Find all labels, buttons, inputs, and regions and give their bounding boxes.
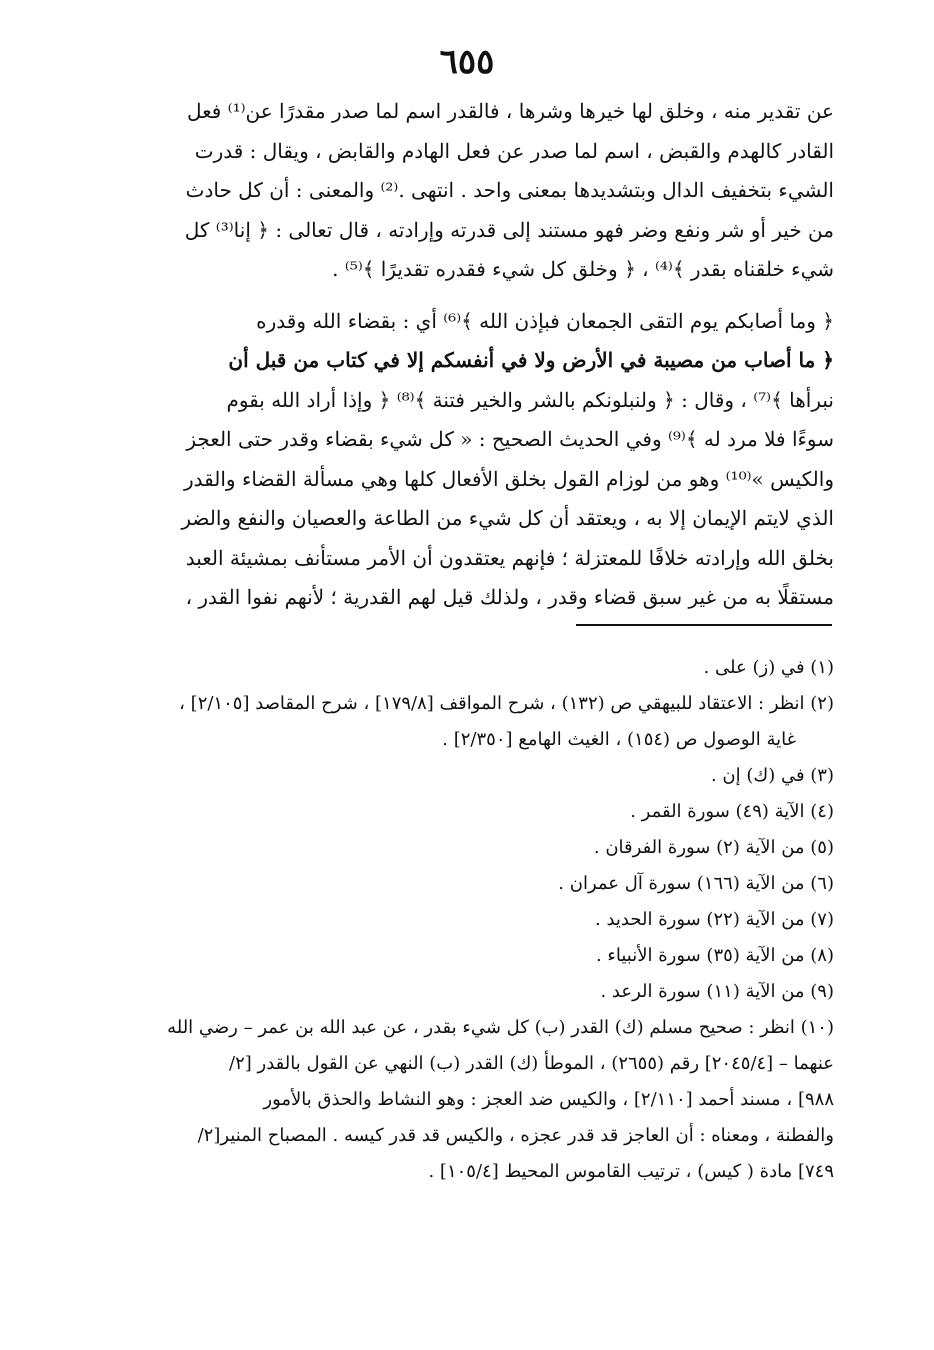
footnote-10-continued: ٧٤٩] مادة ( كيس) ، ترتيب القاموس المحيط [١٠٥/٤] . [428, 1161, 834, 1182]
text-line: والكيس »⁽¹⁰⁾ وهو من لوزام القول بخلق الأفعال كلها وهي مسألة القضاء والقدر [184, 466, 834, 491]
footnote-separator [576, 624, 832, 626]
footnote-9: (٩) من الآية (١١) سورة الرعد . [600, 981, 834, 1002]
text-line: سوءًا فلا مرد له ﴾⁽⁹⁾ وفي الحديث الصحيح : « كل شيء بقضاء وقدر حتى العجز [186, 427, 834, 451]
footnote-10-continued: ٩٨٨] ، مسند أحمد [٢/١١٠] ، والكيس ضد العجز : وهو النشاط والحذق بالأمور [263, 1089, 834, 1110]
text-line: الذي لايتم الإيمان إلا به ، ويعتقد أن كل شيء من الطاعة والعصيان والنفع والضر [181, 506, 834, 530]
footnote-1: (١) في (ز) على . [703, 657, 834, 678]
footnotes [62, 650, 834, 1190]
text-line: الشيء بتخفيف الدال وبتشديدها بمعنى واحد . انتهى .⁽²⁾ والمعنى : أن كل حادث [185, 178, 834, 202]
footnote-10-continued: والفطنة ، ومعناه : أن العاجز قد قدر عجزه ، والكيس قد قدر كيسه . المصباح المنير[٢/ [197, 1125, 834, 1146]
text-line: شيء خلقناه بقدر ﴾⁽⁴⁾ ، ﴿ وخلق كل شيء فقدره تقديرًا ﴾⁽⁵⁾ . [332, 257, 834, 281]
page-number: ٦٥٥ [439, 42, 495, 82]
text-line: ﴿ وما أصابكم يوم التقى الجمعان فبإذن الله ﴾⁽⁶⁾ أي : بقضاء الله وقدره [256, 308, 834, 333]
footnote-7: (٧) من الآية (٢٢) سورة الحديد . [595, 909, 834, 930]
text-line: نبرأها ﴾⁽⁷⁾ ، وقال : ﴿ ولنبلونكم بالشر والخير فتنة ﴾⁽⁸⁾ ﴿ وإذا أراد الله بقوم [226, 387, 834, 412]
text-line: ﴿ ما أصاب من مصيبة في الأرض ولا في أنفسكم إلا في كتاب من قبل أن [228, 348, 834, 372]
text-line: بخلق الله وإرادته خلافًا للمعتزلة ؛ فإنهم يعتقدون أن الأمر مستأنف بمشيئة العبد [185, 545, 834, 570]
footnote-2-continued: غاية الوصول ص (١٥٤) ، الغيث الهامع [٢/٣٥٠] . [442, 729, 796, 750]
footnote-5: (٥) من الآية (٢) سورة الفرقان . [593, 837, 834, 858]
text-line: مستقلًا به من غير سبق قضاء وقدر ، ولذلك قيل لهم القدرية ؛ لأنهم نفوا القدر ، [185, 585, 834, 609]
footnote-3: (٣) في (ك) إن . [710, 765, 834, 786]
footnote-8: (٨) من الآية (٣٥) سورة الأنبياء . [595, 945, 834, 966]
text-line: عن تقدير منه ، وخلق لها خيرها وشرها ، فالقدر اسم لما صدر مقدرًا عن⁽¹⁾ فعل [186, 99, 834, 123]
footnote-2: (٢) انظر : الاعتقاد للبيهقي ص (١٣٢) ، شرح المواقف [١٧٩/٨] ، شرح المقاصد [٢/١٠٥] ، [179, 693, 834, 714]
text-line: من خير أو شر ونفع وضر فهو مستند إلى قدرته وإرادته ، قال تعالى : ﴿ إنا⁽³⁾ كل [184, 217, 834, 242]
footnote-6: (٦) من الآية (١٦٦) سورة آل عمران . [558, 873, 834, 894]
main-text [62, 92, 834, 618]
footnote-10: (١٠) انظر : صحيح مسلم (ك) القدر (ب) كل شيء بقدر ، عن عبد الله بن عمر – رضي الله [167, 1017, 834, 1038]
footnote-4: (٤) الآية (٤٩) سورة القمر . [630, 801, 834, 822]
text-line: القادر كالهدم والقبض ، اسم لما صدر عن فعل الهادم والقابض ، ويقال : قدرت [194, 138, 834, 163]
footnote-10-continued: عنهما – [٢٠٤٥/٤] رقم (٢٦٥٥) ، الموطأ (ك) القدر (ب) النهي عن القول بالقدر [٢/ [229, 1053, 834, 1074]
